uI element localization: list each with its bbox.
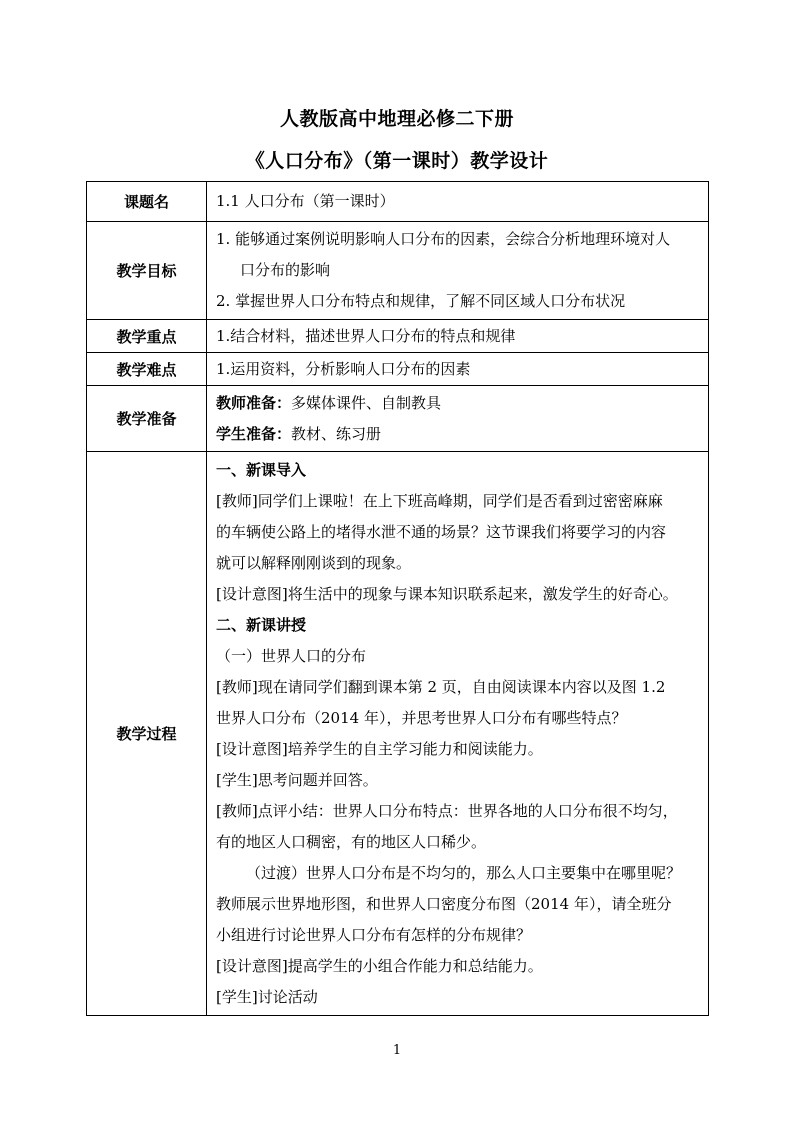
process-line: [设计意图]提高学生的小组合作能力和总结能力。	[216, 956, 543, 975]
label-key-point: 教学重点	[87, 320, 207, 353]
table-row-prep	[87, 386, 709, 452]
table-row-topic	[87, 182, 709, 222]
document-title: 人教版高中地理必修二下册	[279, 108, 514, 130]
lesson-plan-table	[86, 181, 709, 1016]
prep-student-value: 教材、练习册	[291, 424, 382, 443]
page-number: 1	[392, 1043, 402, 1058]
process-line: 的车辆使公路上的堵得水泄不通的场景？这节课我们将要学习的内容	[216, 522, 667, 541]
prep-student	[216, 419, 700, 450]
label-goals: 教学目标	[87, 222, 207, 320]
difficulty-text: 1.运用资料，分析影响人口分布的因素	[216, 359, 471, 378]
key-point-text: 1.结合材料，描述世界人口分布的特点和规律	[216, 326, 516, 345]
label-prep: 教学准备	[87, 386, 207, 452]
value-process	[207, 452, 709, 1016]
process-line: [学生]思考问题并回答。	[216, 770, 378, 789]
process-line: [教师]点评小结：世界人口分布特点：世界各地的人口分布很不均匀，	[216, 801, 678, 820]
goal-item-2: 2. 掌握世界人口分布特点和规律，了解不同区域人口分布状况	[216, 292, 626, 310]
process-line: [教师]现在请同学们翻到课本第 2 页，自由阅读课本内容以及图 1.2	[216, 677, 666, 696]
process-line: （过渡）世界人口分布是不均匀的，那么人口主要集中在哪里呢？	[246, 863, 682, 882]
process-line: 有的地区人口稠密，有的地区人口稀少。	[216, 832, 487, 851]
goal-item-1: 1. 能够通过案例说明影响人口分布的因素，会综合分析地理环境对人	[216, 230, 671, 248]
process-line: 世界人口分布（2014 年），并思考世界人口分布有哪些特点？	[216, 708, 627, 727]
value-difficulty	[207, 353, 709, 386]
value-topic	[207, 182, 709, 222]
prep-teacher-value: 多媒体课件、自制教具	[291, 393, 442, 412]
label-difficulty: 教学难点	[87, 353, 207, 386]
process-line: 一、新课导入	[216, 460, 307, 479]
value-key-point	[207, 320, 709, 353]
process-line: （一）世界人口的分布	[216, 646, 367, 665]
prep-teacher-label: 教师准备：	[216, 393, 292, 412]
label-process: 教学过程	[87, 452, 207, 1016]
table-row-key-point	[87, 320, 709, 353]
value-goals	[207, 222, 709, 320]
process-line: [设计意图]培养学生的自主学习能力和阅读能力。	[216, 739, 543, 758]
process-line: 小组进行讨论世界人口分布有怎样的分布规律？	[216, 925, 532, 944]
topic-text: 1.1 人口分布（第一课时）	[216, 192, 395, 210]
process-line: 就可以解释刚刚谈到的现象。	[216, 553, 412, 572]
process-line: [学生]讨论活动	[216, 987, 318, 1006]
goal-item-1-cont: 口分布的影响	[240, 261, 331, 279]
document-subtitle: 《人口分布》（第一课时）教学设计	[245, 150, 549, 172]
process-line: [设计意图]将生活中的现象与课本知识联系起来，激发学生的好奇心。	[216, 584, 678, 603]
process-line: 教师展示世界地形图，和世界人口密度分布图（2014 年），请全班分	[216, 894, 672, 913]
table-row-goals	[87, 222, 709, 320]
prep-student-label: 学生准备：	[216, 424, 292, 443]
prep-teacher	[216, 388, 700, 419]
process-line: [教师]同学们上课啦！在上下班高峰期，同学们是否看到过密密麻麻	[216, 491, 663, 510]
table-row-process	[87, 452, 709, 1016]
table-row-difficulty	[87, 353, 709, 386]
label-topic: 课题名	[87, 182, 207, 222]
process-line: 二、新课讲授	[216, 615, 307, 634]
value-prep	[207, 386, 709, 452]
